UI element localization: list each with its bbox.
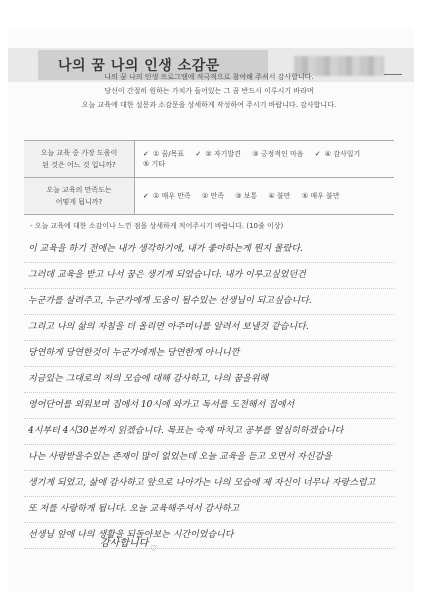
option-label: ③ 보통 — [235, 192, 258, 200]
option-label: ① 꿈/목표 — [153, 150, 185, 158]
page-title: 나의 꿈 나의 인생 소감문 — [58, 58, 220, 74]
handwritten-line: 그리고 나의 삶의 자침을 더 올리면 아주머니를 알려서 보낼것 같습니다. — [24, 315, 394, 341]
handwritten-line: 생기게 되었고, 삶에 감사하고 앞으로 나아가는 나의 모습에 제 자신이 너무나 자랑스럽고 — [24, 471, 394, 497]
option-self-discovery[interactable] — [195, 149, 241, 159]
heart-icon: ♡ — [150, 544, 158, 553]
handwritten-line: 또 저를 사랑하게 됩니다. 오늘 교육해주셔서 감사하고 — [24, 497, 394, 523]
option-label: ⑤ 매우 불만 — [301, 192, 340, 200]
option-label: ④ 불만 — [268, 192, 291, 200]
option-label: ① 매우 만족 — [153, 192, 191, 200]
check-mark-icon: ✓ — [143, 192, 149, 200]
options-cell — [135, 178, 395, 215]
intro-text — [24, 70, 394, 112]
option-very-satisfied[interactable] — [143, 191, 191, 201]
intro-line: 오늘 교육에 대한 설문과 소감문을 상세하게 작성하여 주시기 바랍니다. 감사합니다. — [81, 101, 337, 109]
question-line: 오늘 교육의 만족도는 — [46, 186, 112, 194]
options-cell — [135, 141, 395, 178]
signature: 감사합니다 — [100, 538, 149, 549]
option-label: ③ 긍정적인 마음 — [252, 150, 304, 158]
option-label: ⑤ 기타 — [143, 160, 166, 168]
check-mark-icon: ✓ — [195, 150, 202, 158]
check-mark-icon: ✓ — [143, 150, 149, 158]
option-other[interactable] — [143, 159, 165, 169]
option-neutral[interactable] — [235, 191, 257, 201]
intro-line: 당신이 간절히 원하는 가치가 들어있는 그 꿈 반드시 이루시기 바라며 — [104, 87, 314, 95]
handwritten-line: 누군가를 살려주고, 누군가에게 도움이 될수있는 선생님이 되고싶습니다. — [24, 289, 394, 315]
handwritten-line: 그러데 교육을 받고 나서 꿈은 생기게 되었습니다. 내가 이루고싶었던건 — [24, 263, 394, 289]
option-label: ② 자기발견 — [205, 150, 241, 158]
option-label: ② 만족 — [202, 192, 225, 200]
handwritten-line: 4시부터 4시30분까지 읽겠습니다. 목표는 숙제 마치고 공부를 열심히하겠습니다 — [24, 419, 394, 445]
handwritten-line: 나는 사랑받을수있는 존재이 많이 없었는데 오늘 교육을 듣고 오면서 자신감을 — [24, 445, 394, 471]
option-dream-goal[interactable] — [143, 149, 184, 159]
question-cell — [24, 178, 135, 215]
writing-prompt: - 오늘 교육에 대한 소감이나 느낀 점을 상세하게 적어주시기 바랍니다. (10줄 이상) — [30, 222, 284, 230]
survey-row-satisfaction — [24, 178, 394, 215]
question-line: 오늘 교육 중 가장 도움이 — [40, 149, 118, 157]
survey-row-helpful — [24, 141, 394, 178]
intro-line: 나의 꿈 나의 인생 프로그램에 적극적으로 참여해 주셔서 감사합니다. — [104, 73, 314, 81]
handwritten-line: 선생님 앞에 나의 생활을 되돌아보는 시간이었습니다 — [24, 523, 394, 549]
survey-table — [24, 140, 394, 215]
handwritten-line: 이 교육을 하기 전에는 내가 생각하기에, 내가 좋아하는게 뭔지 몰랐다. — [24, 237, 394, 263]
option-very-dissatisfied[interactable] — [302, 191, 340, 201]
option-label: ④ 감사일기 — [324, 150, 361, 158]
question-cell — [24, 141, 135, 178]
option-gratitude-diary[interactable] — [315, 149, 361, 159]
question-line: 된 것은 어느 것 입니까? — [42, 161, 116, 169]
handwritten-line: 당연하게 당연한것이 누군가에게는 당연한게 아니니깐 — [24, 341, 394, 367]
option-dissatisfied[interactable] — [269, 191, 291, 201]
handwritten-lines — [24, 237, 394, 549]
question-line: 어떻게 됩니까? — [55, 198, 103, 206]
handwritten-line: 지금있는 그대로의 저의 모습에 대해 감사하고, 나의 꿈을위해 — [24, 367, 394, 393]
option-positive-mind[interactable] — [252, 149, 303, 159]
writing-area[interactable] — [24, 214, 394, 559]
check-mark-icon: ✓ — [314, 150, 321, 158]
option-satisfied[interactable] — [202, 191, 224, 201]
handwritten-line: 영어단어를 외워보며 집에서 10시에 와가고 독서를 도전해서 집에서 — [24, 393, 394, 419]
